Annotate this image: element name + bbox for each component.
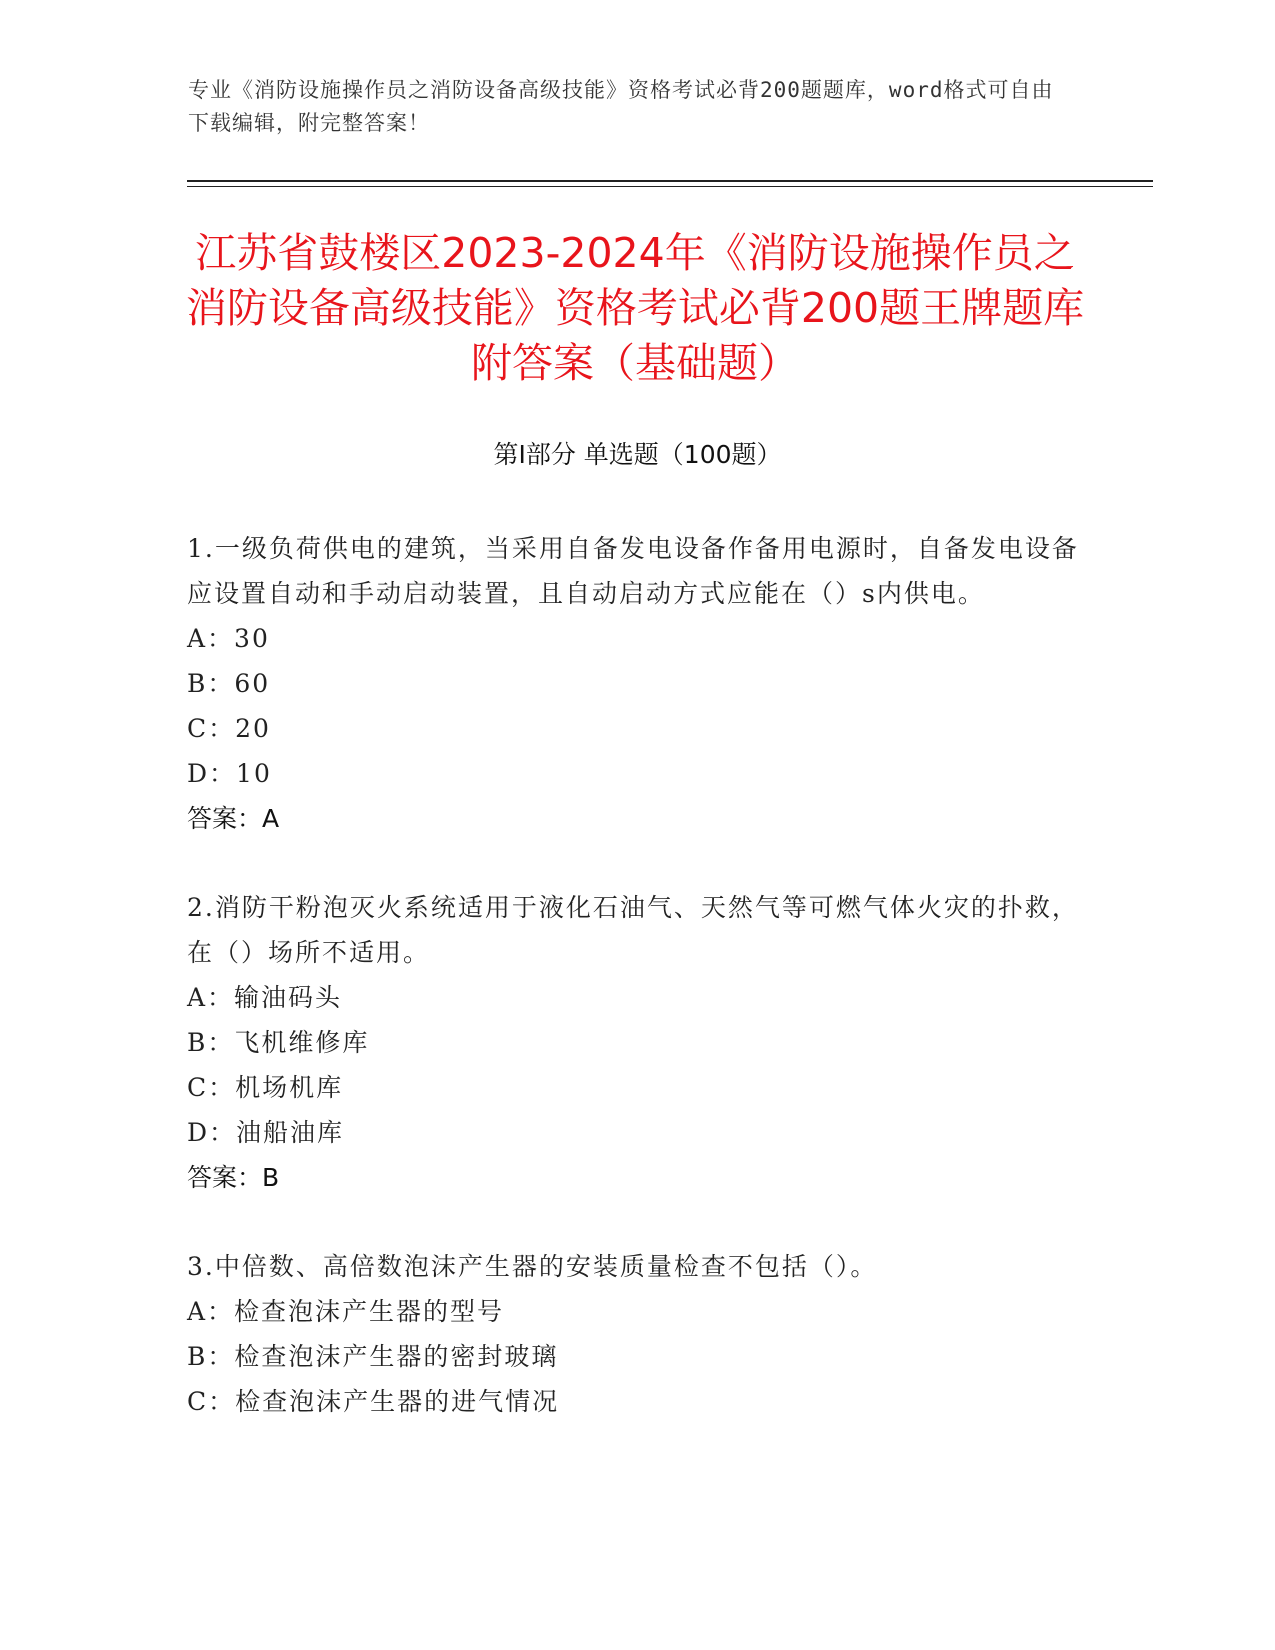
question-1 <box>187 526 1087 841</box>
answer-line: 答案：A <box>187 804 280 833</box>
question-list <box>187 526 1087 1468</box>
option-b: B：60 <box>187 669 271 698</box>
option-d: D：油船油库 <box>187 1118 345 1147</box>
option-d: D：10 <box>187 759 272 788</box>
section-title: 第Ⅰ部分 单选题（100题） <box>493 440 782 469</box>
answer-line: 答案：B <box>187 1163 280 1192</box>
question-3 <box>187 1244 1087 1424</box>
option-a: A：30 <box>187 624 270 653</box>
question-2 <box>187 885 1087 1200</box>
document-title: 江苏省鼓楼区2023-2024年《消防设施操作员之消防设备高级技能》资格考试必背200题王牌题库附答案（基础题） <box>185 229 1085 387</box>
option-b: B：飞机维修库 <box>187 1028 370 1057</box>
header-divider-thick <box>187 180 1153 182</box>
header-divider-thin <box>187 186 1153 187</box>
option-c: C：检查泡沫产生器的进气情况 <box>187 1387 560 1416</box>
option-b: B：检查泡沫产生器的密封玻璃 <box>187 1342 559 1371</box>
question-stem: 1.一级负荷供电的建筑，当采用自备发电设备作备用电源时，自备发电设备应设置自动和手动启动装置，且自动启动方式应能在（）s内供电。 <box>187 534 1079 608</box>
question-stem: 2.消防干粉泡灭火系统适用于液化石油气、天然气等可燃气体火灾的扑救，在（）场所不适用。 <box>187 893 1079 967</box>
option-c: C：20 <box>187 714 271 743</box>
option-c: C：机场机库 <box>187 1073 344 1102</box>
question-stem: 3.中倍数、高倍数泡沫产生器的安装质量检查不包括（）。 <box>187 1252 878 1281</box>
header-note: 专业《消防设施操作员之消防设备高级技能》资格考试必背200题题库，word格式可自由下载编辑，附完整答案！ <box>188 78 1054 135</box>
option-a: A：输油码头 <box>187 983 343 1012</box>
option-a: A：检查泡沫产生器的型号 <box>187 1297 505 1326</box>
